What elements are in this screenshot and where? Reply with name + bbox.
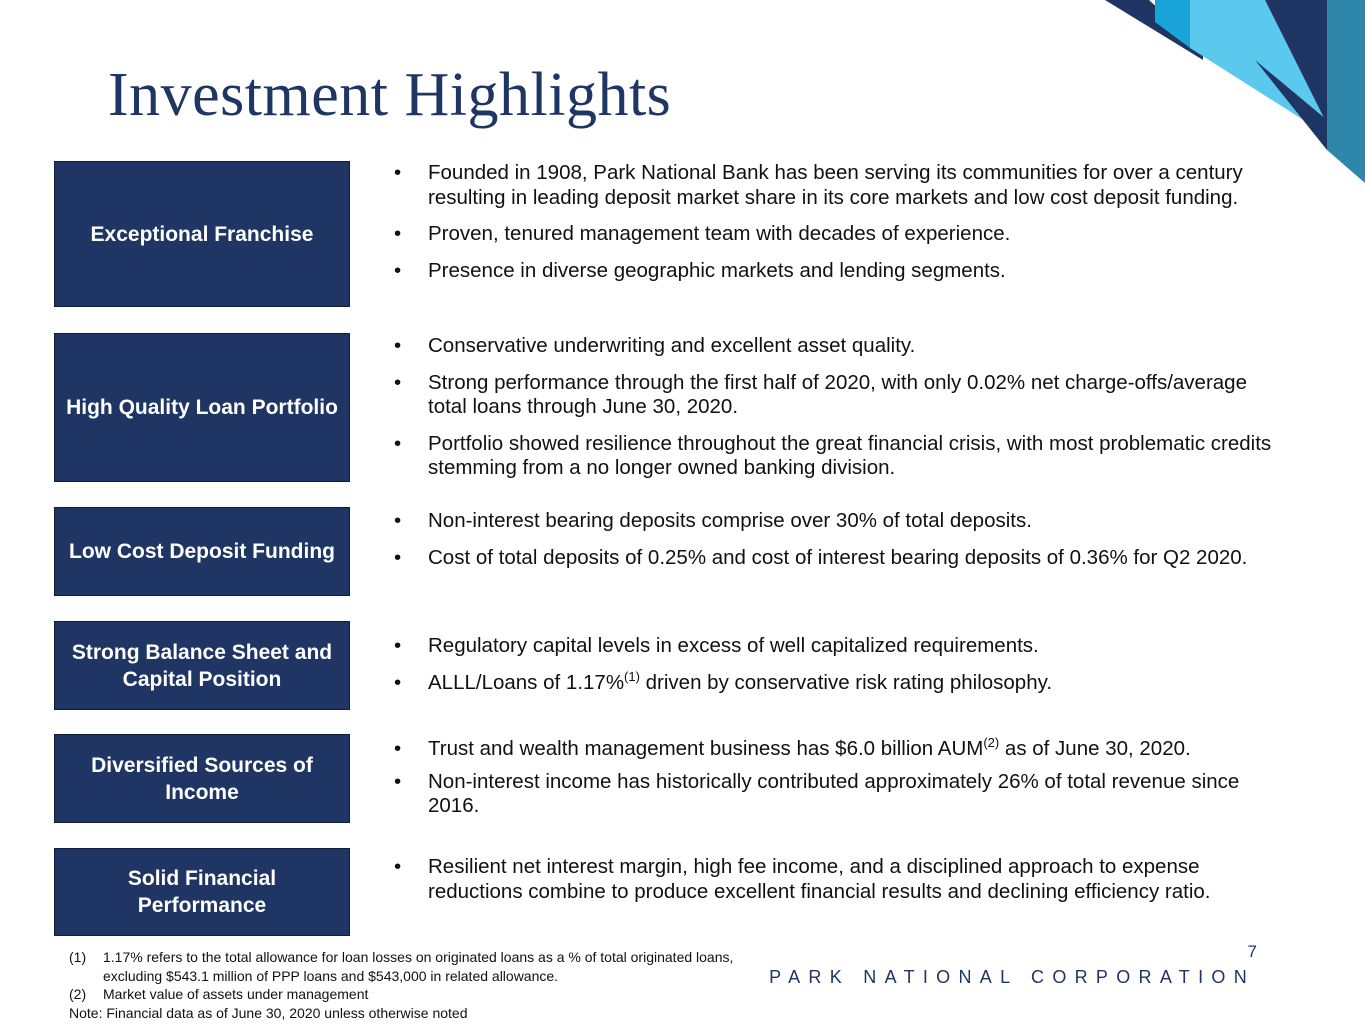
footnote-number: (2) <box>69 986 87 1002</box>
section-label-text: Low Cost Deposit Funding <box>69 540 335 563</box>
bullet-list-exceptional-franchise <box>392 161 1282 295</box>
footnote-1 <box>69 948 829 985</box>
bullet-list-diversified-sources-of-income <box>392 737 1282 831</box>
section-label-text: Strong Balance Sheet and Capital Position <box>71 640 333 691</box>
footnote-text-line: 1.17% refers to the total allowance for loan losses on originated loans as a % of total originated loans, <box>103 949 734 965</box>
section-label-solid-financial-performance <box>54 848 350 936</box>
bullet-text: as of June 30, 2020. <box>999 737 1191 760</box>
bullet-item: • Presence in diverse geographic markets and lending segments. <box>392 259 1282 284</box>
bullet-item: • Conservative underwriting and excellent asset quality. <box>392 334 1282 359</box>
footnote-number: (1) <box>69 949 87 965</box>
bullet-list-solid-financial-performance <box>392 855 1252 916</box>
bullet-text: Trust and wealth management business has $6.0 billion AUM <box>428 737 984 760</box>
company-name: PARK NATIONAL CORPORATION <box>769 967 1255 987</box>
bullet-item: • Non-interest bearing deposits comprise over 30% of total deposits. <box>392 509 1282 534</box>
section-label-text: High Quality Loan Portfolio <box>66 396 338 419</box>
footnote-text <box>103 948 733 985</box>
section-label-exceptional-franchise <box>54 161 350 307</box>
bullet-item: • Regulatory capital levels in excess of well capitalized requirements. <box>392 634 1282 659</box>
footnote-text: Market value of assets under management <box>103 986 369 1002</box>
section-label-low-cost-deposit-funding <box>54 507 350 596</box>
bullet-list-high-quality-loan-portfolio <box>392 334 1282 493</box>
section-label-text: Solid Financial Performance <box>127 867 277 917</box>
section-label-strong-balance-sheet <box>54 621 350 710</box>
section-label-diversified-sources-of-income <box>54 734 350 823</box>
section-label-text: Exceptional Franchise <box>90 222 314 246</box>
bullet-list-low-cost-deposit-funding <box>392 509 1282 582</box>
bullet-item: • Non-interest income has historically contributed approximately 26% of total revenue since 2016. <box>392 770 1282 819</box>
bullet-text: driven by conservative risk rating philosophy. <box>639 670 1053 694</box>
bullet-item: • Resilient net interest margin, high fee income, and a disciplined approach to expense reductions combine to produce excellent financial results and declining efficiency ratio. <box>392 855 1252 904</box>
page-number: 7 <box>1247 942 1257 961</box>
footnote-ref: (2) <box>983 735 1000 751</box>
bullet-item <box>392 737 1282 762</box>
footnote-2 <box>69 985 829 1004</box>
bullet-item: • Founded in 1908, Park National Bank has been serving its communities for over a century resulting in leading deposit market share in its core markets and low cost deposit funding. <box>392 161 1282 210</box>
footnote-note: Note: Financial data as of June 30, 2020 unless otherwise noted <box>69 1004 468 1021</box>
bullet-text: ALLL/Loans of 1.17% <box>428 670 625 694</box>
bullet-item: • Strong performance through the first half of 2020, with only 0.02% net charge-offs/average total loans through June 30, 2020. <box>392 371 1282 420</box>
page-title: Investment Highlights <box>108 61 672 129</box>
bullet-list-strong-balance-sheet <box>392 634 1282 707</box>
bullet-item: • Portfolio showed resilience throughout the great financial crisis, with most problematic credits stemming from a no longer owned banking division. <box>392 432 1282 481</box>
bullet-item: • Cost of total deposits of 0.25% and cost of interest bearing deposits of 0.36% for Q2 2020. <box>392 546 1282 571</box>
section-label-text: Diversified Sources of Income <box>91 753 313 804</box>
section-label-high-quality-loan-portfolio <box>54 333 350 482</box>
footnote-text-line: excluding $543.1 million of PPP loans and $543,000 in related allowance. <box>103 967 559 984</box>
bullet-item <box>392 668 1282 696</box>
footnotes <box>69 948 829 1022</box>
footnote-ref: (1) <box>624 668 640 684</box>
bullet-item: • Proven, tenured management team with decades of experience. <box>392 222 1282 247</box>
